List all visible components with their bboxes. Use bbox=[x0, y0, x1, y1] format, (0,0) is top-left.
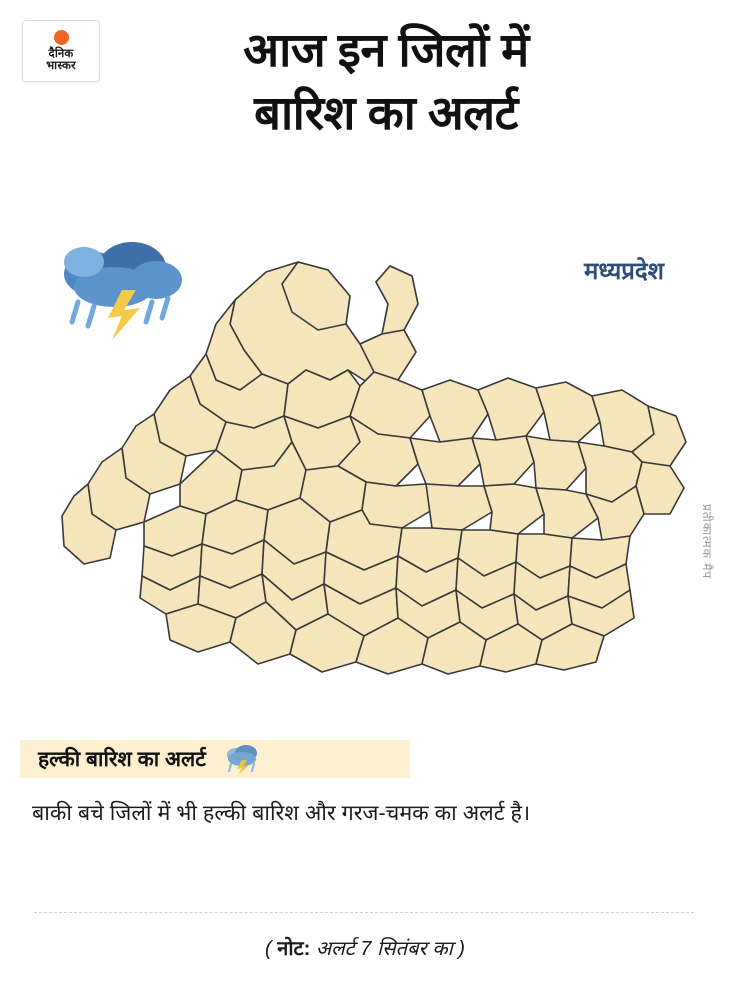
footer-close-paren: ) bbox=[458, 938, 465, 960]
header bbox=[0, 0, 730, 190]
footer-open-paren: ( bbox=[264, 938, 272, 960]
state-label: मध्यप्रदेश bbox=[583, 258, 664, 285]
rain-cloud-icon bbox=[222, 742, 262, 776]
alert-description: बाकी बचे जिलों में भी हल्की बारिश और गरज-चमक का अलर्ट है। bbox=[32, 801, 531, 825]
footer-divider bbox=[34, 912, 694, 913]
legend-band-label: हल्की बारिश का अलर्ट bbox=[38, 748, 206, 771]
legend-band-light-rain bbox=[20, 740, 410, 778]
page-title-line2: बारिश का अलर्ट bbox=[254, 86, 518, 140]
footer-note-value: अलर्ट 7 सितंबर का bbox=[315, 938, 453, 960]
footer-note bbox=[0, 934, 730, 961]
page-title-line1: आज इन जिलों में bbox=[243, 23, 529, 76]
madhya-pradesh-district-map[interactable] bbox=[30, 184, 710, 704]
page-title bbox=[0, 18, 730, 145]
brand-logo-line2: भास्कर bbox=[46, 59, 76, 72]
brand-logo-line1: दैनिक bbox=[48, 47, 74, 60]
footer-note-label: नोट: bbox=[277, 938, 311, 960]
map-container bbox=[0, 184, 730, 714]
map-symbolic-note: प्रतीकात्मक मैप bbox=[700, 504, 714, 580]
